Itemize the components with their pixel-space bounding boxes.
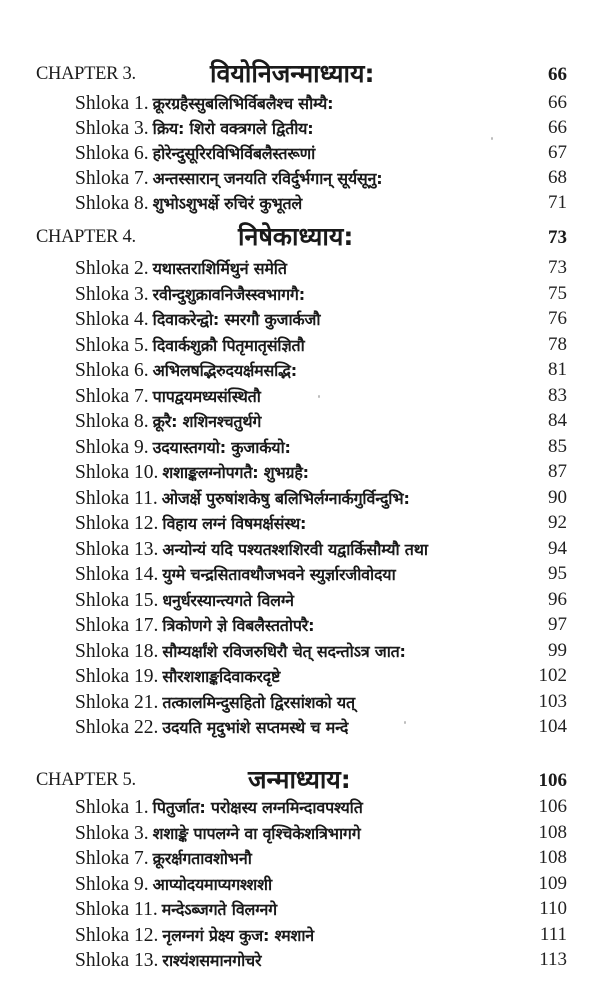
shloka-page-number: 71: [548, 192, 567, 213]
shloka-label: Shloka 11.: [75, 899, 158, 920]
shloka-label: Shloka 2.: [75, 258, 149, 279]
chapter-page-number: 73: [548, 227, 567, 248]
toc-entry[interactable]: [0, 638, 600, 664]
shloka-text: युग्मे चन्द्रसितावथौजभवने स्युर्ज्ञारजीवोदया: [162, 565, 396, 584]
toc-entry[interactable]: [0, 536, 600, 562]
shloka-page-number: 104: [538, 716, 567, 737]
shloka-page-number: 111: [539, 923, 567, 945]
chapter-label: CHAPTER 3.: [36, 64, 136, 84]
shloka-page-number: 92: [548, 512, 567, 533]
shloka-text: सौरशशाङ्कदिवाकरदृष्टे: [162, 667, 281, 686]
shloka-page-number: 106: [538, 796, 567, 817]
shloka-page-number: 73: [548, 257, 567, 278]
chapter-label: CHAPTER 4.: [36, 227, 136, 247]
shloka-label: Shloka 13.: [75, 538, 159, 560]
shloka-page-number: 110: [539, 898, 567, 919]
shloka-label: Shloka 13.: [75, 950, 159, 971]
shloka-text: क्रूरै: शशिनश्चतुर्थगे: [152, 412, 262, 431]
chapter-heading[interactable]: [0, 56, 600, 90]
chapter-title: निषेकाध्याय:: [238, 222, 354, 251]
shloka-text: दिवाकरेन्द्वो: स्मरगौ कुजार्कजौ: [152, 310, 321, 329]
toc-entry[interactable]: [0, 357, 600, 383]
shloka-label: Shloka 21.: [75, 691, 159, 713]
shloka-label: Shloka 12.: [75, 924, 159, 946]
shloka-label: Shloka 7.: [75, 385, 149, 407]
toc-entry[interactable]: [0, 896, 600, 922]
toc-entry[interactable]: [0, 922, 600, 948]
scan-speck: [491, 137, 493, 140]
shloka-text: उदयास्तगयो: कुजार्कयो:: [152, 437, 291, 457]
shloka-label: Shloka 6.: [75, 143, 149, 164]
shloka-label: Shloka 12.: [75, 513, 159, 534]
shloka-page-number: 75: [548, 282, 567, 304]
shloka-text: तत्कालमिन्दुसहितो द्विरसांशको यत्: [162, 692, 355, 712]
shloka-page-number: 108: [538, 847, 567, 868]
shloka-page-number: 85: [548, 435, 567, 457]
toc-entry[interactable]: [0, 587, 600, 613]
chapter-3-section: [0, 56, 600, 215]
chapter-label: CHAPTER 5.: [36, 770, 136, 790]
shloka-text: आप्योदयमाप्यगश्शशी: [152, 874, 272, 894]
shloka-page-number: 95: [548, 563, 567, 584]
toc-entry[interactable]: [0, 485, 600, 511]
shloka-page-number: 96: [548, 588, 567, 610]
shloka-text: ओजर्क्षे पुरुषांशकेषु बलिभिर्लग्नार्कगुर्विन्दुभि:: [161, 488, 410, 508]
shloka-page-number: 66: [548, 117, 567, 138]
shloka-page-number: 97: [548, 614, 567, 635]
shloka-page-number: 109: [538, 872, 567, 894]
toc-entry[interactable]: [0, 510, 600, 536]
shloka-page-number: 78: [548, 333, 567, 355]
toc-entry[interactable]: [0, 794, 600, 820]
chapter-heading[interactable]: [0, 762, 600, 794]
shloka-text: नृलग्नगं प्रेक्ष्य कुज: श्मशाने: [162, 925, 314, 945]
toc-entry[interactable]: [0, 612, 600, 638]
toc-entry[interactable]: [0, 820, 600, 846]
shloka-text: शशाङ्के पापलग्ने वा वृश्चिकेशत्रिभागगे: [152, 823, 361, 843]
toc-entry[interactable]: [0, 190, 600, 215]
shloka-label: Shloka 11.: [75, 487, 158, 509]
shloka-label: Shloka 8.: [75, 193, 149, 214]
toc-entry[interactable]: [0, 845, 600, 871]
shloka-text: क्रिय: शिरो वक्त्रगले द्वितीय:: [152, 119, 314, 138]
toc-entry[interactable]: [0, 383, 600, 409]
shloka-label: Shloka 3.: [75, 283, 149, 305]
shloka-page-number: 76: [548, 308, 567, 329]
shloka-label: Shloka 19.: [75, 666, 159, 687]
shloka-page-number: 108: [538, 821, 567, 843]
shloka-page-number: 102: [538, 665, 567, 686]
toc-entry[interactable]: [0, 434, 600, 460]
shloka-text: क्रूरर्क्षगतावशोभनौ: [152, 849, 252, 868]
shloka-text: अन्तस्सारान् जनयति रविर्दुर्भगान् सूर्यसूनु:: [152, 169, 383, 188]
shloka-label: Shloka 15.: [75, 589, 159, 611]
shloka-text: होरेन्दुसूरिरविभिर्विबलैस्तरूणां: [152, 144, 316, 163]
toc-entry[interactable]: [0, 947, 600, 973]
shloka-label: Shloka 4.: [75, 309, 149, 330]
shloka-text: मन्देऽब्जगते विलग्नगे: [161, 900, 277, 919]
shloka-page-number: 94: [548, 537, 567, 559]
shloka-text: धनुर्धरस्यान्त्यगते विलग्ने: [162, 590, 294, 610]
toc-entry[interactable]: [0, 459, 600, 485]
shloka-text: सौम्यर्क्षांशे रविजरुधिरौ चेत् सदन्तोऽत्र जात:: [162, 641, 406, 661]
chapter-4-section: [0, 219, 600, 740]
toc-entry[interactable]: [0, 90, 600, 115]
shloka-label: Shloka 1.: [75, 93, 149, 114]
shloka-text: रवीन्दुशुक्रावनिजैस्स्वभागगै:: [152, 284, 305, 304]
chapter-page-number: 106: [538, 770, 567, 791]
scan-speck: [404, 721, 406, 724]
shloka-text: शशाङ्कलग्नोपगतै: शुभग्रहै:: [162, 463, 309, 482]
shloka-label: Shloka 8.: [75, 411, 149, 432]
toc-entry[interactable]: [0, 281, 600, 307]
shloka-page-number: 67: [548, 142, 567, 163]
chapter-heading[interactable]: [0, 219, 600, 255]
scan-speck: [318, 395, 320, 398]
toc-entry[interactable]: [0, 714, 600, 740]
shloka-page-number: 66: [548, 92, 567, 113]
shloka-text: अभिलषद्भिरुदयर्क्षमसद्भि:: [152, 361, 297, 380]
toc-entry[interactable]: [0, 689, 600, 715]
shloka-page-number: 81: [548, 359, 567, 380]
shloka-text: यथास्तराशिर्मिथुनं समेति: [152, 259, 287, 278]
shloka-text: त्रिकोणगे ज्ञे विबलैस्ततोपरै:: [162, 616, 315, 635]
shloka-page-number: 84: [548, 410, 567, 431]
shloka-page-number: 90: [548, 486, 567, 508]
shloka-label: Shloka 7.: [75, 168, 149, 189]
shloka-label: Shloka 10.: [75, 462, 159, 483]
shloka-label: Shloka 7.: [75, 848, 149, 869]
shloka-text: उदयति मृदुभांशे सप्तमस्थे च मन्दे: [162, 718, 349, 737]
shloka-label: Shloka 3.: [75, 118, 149, 139]
shloka-text: अन्योन्यं यदि पश्यतश्शशिरवी यद्वार्किसौम्यौ तथा: [162, 539, 428, 559]
chapter-title: वियोनिजन्माध्याय:: [210, 59, 375, 88]
shloka-label: Shloka 3.: [75, 822, 149, 844]
shloka-label: Shloka 18.: [75, 640, 159, 662]
shloka-text: क्रूरग्रहैस्सुबलिभिर्विबलैश्च सौम्यै:: [152, 94, 334, 113]
chapter-5-section: [0, 762, 600, 973]
shloka-label: Shloka 22.: [75, 717, 159, 738]
shloka-page-number: 68: [548, 167, 567, 188]
chapter-page-number: 66: [548, 64, 567, 85]
toc-entry[interactable]: [0, 663, 600, 689]
shloka-label: Shloka 1.: [75, 797, 149, 818]
shloka-page-number: 103: [538, 690, 567, 712]
shloka-label: Shloka 14.: [75, 564, 159, 585]
shloka-page-number: 87: [548, 461, 567, 482]
shloka-label: Shloka 6.: [75, 360, 149, 381]
toc-entry[interactable]: [0, 165, 600, 190]
shloka-page-number: 113: [539, 949, 567, 970]
shloka-label: Shloka 9.: [75, 873, 149, 895]
toc-entry[interactable]: [0, 871, 600, 897]
toc-entry[interactable]: [0, 255, 600, 281]
shloka-label: Shloka 17.: [75, 615, 159, 636]
shloka-text: पापद्वयमध्यसंस्थितौ: [152, 386, 261, 406]
shloka-label: Shloka 9.: [75, 436, 149, 458]
shloka-text: विहाय लग्नं विषमर्क्षसंस्थ:: [162, 514, 307, 533]
shloka-text: पितुर्जात: परोक्षस्य लग्नमिन्दावपश्यति: [152, 798, 363, 817]
toc-entry[interactable]: [0, 561, 600, 587]
shloka-text: दिवार्कशुक्रौ पितृमातृसंज्ञितौ: [152, 335, 305, 355]
chapter-title: जन्माध्याय:: [248, 765, 351, 794]
toc-entry[interactable]: [0, 306, 600, 332]
shloka-text: शुभोऽशुभर्क्षे रुचिरं कुभूतले: [152, 194, 303, 213]
shloka-label: Shloka 5.: [75, 334, 149, 356]
shloka-text: राश्यंशसमानगोचरे: [162, 951, 262, 970]
toc-entry[interactable]: [0, 115, 600, 140]
toc-entry[interactable]: [0, 332, 600, 358]
toc-entry[interactable]: [0, 140, 600, 165]
shloka-page-number: 83: [548, 384, 567, 406]
shloka-page-number: 99: [548, 639, 567, 661]
toc-entry[interactable]: [0, 408, 600, 434]
